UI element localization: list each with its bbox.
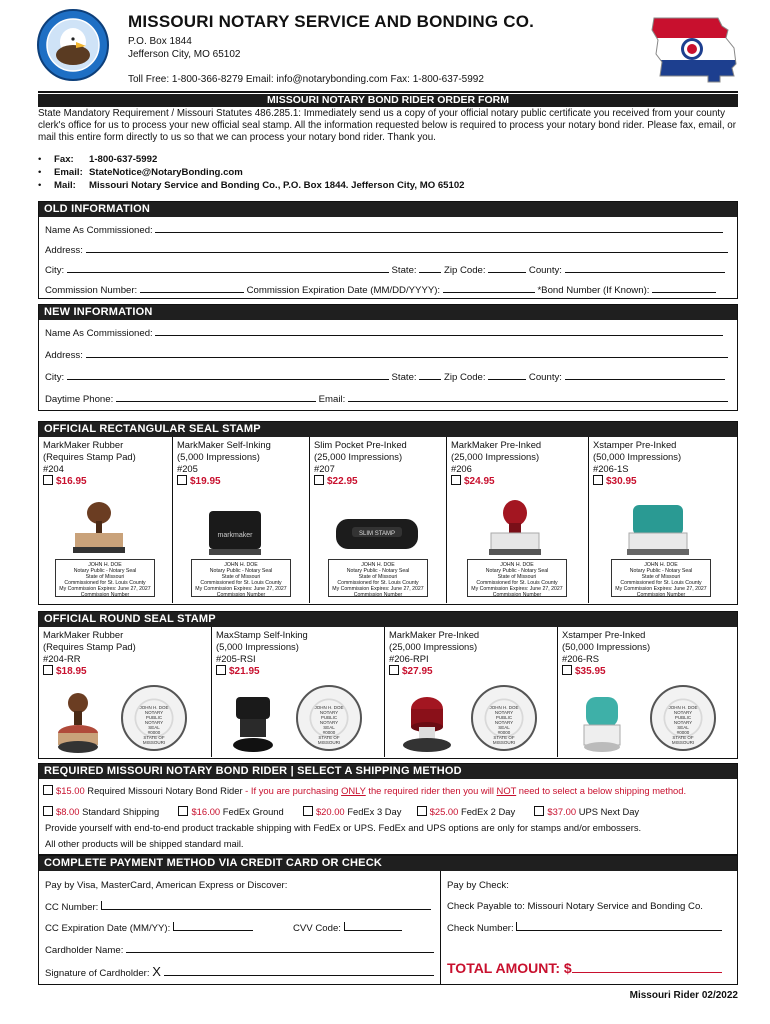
old-info-section — [38, 201, 738, 299]
shipping-title: REQUIRED MISSOURI NOTARY BOND RIDER | SELECT A SHIPPING METHOD — [39, 764, 737, 779]
round-product: Xstamper Pre-Inked (50,000 Impressions) #206-RS $35.95 JOHN H. DOE NOTARY PUBLIC NOTARY SEAL #0000 STATE OF MISSOURI — [558, 627, 736, 757]
old-comm-exp-label: Commission Expiration Date (MM/DD/YYYY): — [246, 285, 441, 296]
signature-x: X — [152, 964, 161, 979]
missouri-flag-map — [648, 14, 740, 84]
check-title: Pay by Check: — [447, 880, 509, 891]
rect-product: MarkMaker Pre-Inked (25,000 Impressions) #206 $24.95 JOHN H. DOE Notary Public - Notary Seal State of Missouri Commissioned for St. Louis County My Commission Expires: June 27, 2027 Commission Number — [447, 437, 589, 603]
old-comm-number-field[interactable] — [140, 284, 244, 293]
product-checkbox[interactable] — [451, 475, 461, 485]
check-number-label: Check Number: — [447, 923, 514, 934]
rect-seal-section — [38, 421, 738, 605]
rider-checkbox[interactable] — [43, 785, 53, 795]
new-city-label: City: — [45, 372, 65, 383]
total-amount-label: TOTAL AMOUNT: $ — [447, 960, 572, 976]
round-rubber-stamp-image — [53, 691, 103, 755]
self-inking-stamp-image — [205, 507, 265, 557]
new-city-field[interactable] — [67, 371, 389, 380]
product-checkbox[interactable] — [43, 475, 53, 485]
new-name-field[interactable] — [155, 327, 723, 336]
old-county-label: County: — [528, 265, 562, 276]
form-title: MISSOURI NOTARY BOND RIDER ORDER FORM — [38, 94, 738, 107]
round-seal-imprint: JOHN H. DOE NOTARY PUBLIC NOTARY SEAL #0000 STATE OF MISSOURI — [296, 685, 362, 751]
shipping-note-2: All other products will be shipped standard mail. — [45, 838, 244, 849]
old-county-field[interactable] — [565, 264, 725, 273]
product-checkbox[interactable] — [593, 475, 603, 485]
card-title: Pay by Visa, MasterCard, American Express or Discover: — [45, 880, 288, 891]
new-state-field[interactable] — [419, 371, 441, 380]
cc-exp-label: CC Expiration Date (MM/YY): — [45, 923, 171, 934]
stamp-imprint-sample: JOHN H. DOE Notary Public - Notary Seal State of Missouri Commissioned for St. Louis County My Commission Expires: June 27, 2027 Commission Number — [611, 559, 711, 597]
header-rule — [38, 91, 738, 93]
cc-number-field[interactable] — [101, 901, 431, 910]
cvv-field[interactable] — [344, 922, 402, 931]
new-name-label: Name As Commissioned: — [45, 328, 153, 339]
product-checkbox[interactable] — [562, 665, 572, 675]
xstamper-image — [623, 501, 693, 559]
check-number-field[interactable] — [516, 922, 722, 931]
old-city-label: City: — [45, 265, 65, 276]
shipping-option[interactable]: $20.00 FedEx 3 Day — [303, 806, 402, 817]
new-email-field[interactable] — [348, 393, 728, 402]
company-seal-logo — [36, 8, 110, 82]
company-address-line1: P.O. Box 1844 — [128, 36, 192, 47]
shipping-options — [43, 806, 639, 817]
rect-product: MarkMaker Self-Inking (5,000 Impressions) #205 $19.95 markmaker JOHN H. DOE Notary Public - Notary Seal State of Missouri Commissioned for St. Louis County My Commission Expires: June 27, 2027 Commission Number — [173, 437, 310, 603]
payment-divider — [440, 871, 441, 984]
product-checkbox[interactable] — [314, 475, 324, 485]
shipping-section — [38, 763, 738, 855]
cc-number-label: CC Number: — [45, 902, 99, 913]
cvv-label: CVV Code: — [292, 923, 341, 934]
new-info-title: NEW INFORMATION — [39, 305, 737, 320]
old-city-field[interactable] — [67, 264, 389, 273]
new-email-label: Email: — [318, 394, 346, 405]
pre-inked-stamp-image — [483, 497, 547, 559]
product-checkbox[interactable] — [177, 475, 187, 485]
round-pre-inked-image — [399, 695, 455, 755]
rider-line: $15.00 Required Missouri Notary Bond Rider - If you are purchasing ONLY the required rider then you will NOT need to select a below shipping method. — [43, 785, 686, 796]
payment-title: COMPLETE PAYMENT METHOD VIA CREDIT CARD OR CHECK — [39, 856, 737, 871]
new-county-field[interactable] — [565, 371, 725, 380]
round-seal-section — [38, 611, 738, 759]
product-checkbox[interactable] — [43, 665, 53, 675]
shipping-option[interactable]: $25.00 FedEx 2 Day — [417, 806, 516, 817]
list-item: • Email: StateNotice@NotaryBonding.com — [38, 167, 243, 178]
old-bond-number-label: *Bond Number (If Known): — [537, 285, 650, 296]
svg-text:markmaker: markmaker — [217, 532, 253, 539]
round-product: MarkMaker Rubber (Requires Stamp Pad) #204-RR $18.95 JOHN H. DOE NOTARY PUBLIC NOTARY SEAL #0000 STATE OF MISSOURI — [39, 627, 212, 757]
round-xstamper-image — [580, 693, 624, 755]
old-zip-label: Zip Code: — [443, 265, 486, 276]
old-state-label: State: — [391, 265, 417, 276]
rect-product: MarkMaker Rubber (Requires Stamp Pad) #204 $16.95 JOHN H. DOE Notary Public - Notary Seal State of Missouri Commissioned for St. Louis County My Commission Expires: June 27, 2027 Commission Number — [39, 437, 173, 603]
product-checkbox[interactable] — [389, 665, 399, 675]
rect-seal-title: OFFICIAL RECTANGULAR SEAL STAMP — [39, 422, 737, 437]
new-phone-label: Daytime Phone: — [45, 394, 114, 405]
maxstamp-image — [230, 693, 276, 755]
shipping-note-1: Provide yourself with end-to-end product trackable shipping with FedEx or UPS. FedEx and UPS options are only for stamps and/or embossers. — [45, 822, 642, 833]
old-comm-exp-field[interactable] — [443, 284, 535, 293]
old-bond-number-field[interactable] — [652, 284, 716, 293]
old-address-label: Address: — [45, 245, 83, 256]
round-product: MaxStamp Self-Inking (5,000 Impressions) #205-RSI $21.95 JOHN H. DOE NOTARY PUBLIC NOTARY SEAL #0000 STATE OF MISSOURI — [212, 627, 385, 757]
form-version: Missouri Rider 02/2022 — [629, 990, 738, 1001]
stamp-imprint-sample: JOHN H. DOE Notary Public - Notary Seal State of Missouri Commissioned for St. Louis County My Commission Expires: June 27, 2027 Commission Number — [55, 559, 155, 597]
signature-field[interactable] — [164, 967, 434, 976]
new-state-label: State: — [391, 372, 417, 383]
old-address-field[interactable] — [86, 244, 728, 253]
company-contact: Toll Free: 1-800-366-8279 Email: info@notarybonding.com Fax: 1-800-637-5992 — [128, 74, 484, 85]
new-phone-field[interactable] — [116, 393, 316, 402]
product-checkbox[interactable] — [216, 665, 226, 675]
new-zip-field[interactable] — [488, 371, 526, 380]
stamp-imprint-sample: JOHN H. DOE Notary Public - Notary Seal State of Missouri Commissioned for St. Louis County My Commission Expires: June 27, 2027 Commission Number — [467, 559, 567, 597]
old-info-title: OLD INFORMATION — [39, 202, 737, 217]
stamp-imprint-sample: JOHN H. DOE Notary Public - Notary Seal State of Missouri Commissioned for St. Louis County My Commission Expires: June 27, 2027 Commission Number — [328, 559, 428, 597]
cardholder-label: Cardholder Name: — [45, 945, 124, 956]
shipping-option[interactable]: $37.00 UPS Next Day — [534, 806, 639, 817]
round-seal-imprint: JOHN H. DOE NOTARY PUBLIC NOTARY SEAL #0000 STATE OF MISSOURI — [471, 685, 537, 751]
shipping-option[interactable]: $16.00 FedEx Ground — [178, 806, 283, 817]
new-zip-label: Zip Code: — [443, 372, 486, 383]
company-address-line2: Jefferson City, MO 65102 — [128, 49, 241, 60]
rect-product: Xstamper Pre-Inked (50,000 Impressions) #206-1S $30.95 JOHN H. DOE Notary Public - Notary Seal State of Missouri Commissioned for St. Louis County My Commission Expires: June 27, 2027 Commission Number — [589, 437, 736, 603]
old-zip-field[interactable] — [488, 264, 526, 273]
new-county-label: County: — [528, 372, 562, 383]
new-address-label: Address: — [45, 350, 83, 361]
old-name-label: Name As Commissioned: — [45, 225, 153, 236]
stamp-imprint-sample: JOHN H. DOE Notary Public - Notary Seal State of Missouri Commissioned for St. Louis County My Commission Expires: June 27, 2027 Commission Number — [191, 559, 291, 597]
old-comm-number-label: Commission Number: — [45, 285, 138, 296]
check-payable: Check Payable to: Missouri Notary Service and Bonding Co. — [447, 901, 703, 912]
round-seal-title: OFFICIAL ROUND SEAL STAMP — [39, 612, 737, 627]
round-seal-imprint: JOHN H. DOE NOTARY PUBLIC NOTARY SEAL #0000 STATE OF MISSOURI — [650, 685, 716, 751]
cardholder-field[interactable] — [126, 944, 434, 953]
company-name: MISSOURI NOTARY SERVICE AND BONDING CO. — [128, 12, 535, 31]
list-item: • Fax: 1-800-637-5992 — [38, 154, 158, 165]
signature-label: Signature of Cardholder: — [45, 968, 150, 979]
slim-pocket-stamp-image — [332, 513, 422, 555]
round-product: MarkMaker Pre-Inked (25,000 Impressions) #206-RPI $27.95 JOHN H. DOE NOTARY PUBLIC NOTARY SEAL #0000 STATE OF MISSOURI — [385, 627, 558, 757]
old-name-field[interactable] — [155, 224, 723, 233]
shipping-option[interactable]: $8.00 Standard Shipping — [43, 806, 159, 817]
rect-product: Slim Pocket Pre-Inked (25,000 Impressions) #207 $22.95 SLIM STAMP JOHN H. DOE Notary Public - Notary Seal State of Missouri Commissioned for St. Louis County My Commission Expires: June 27, 2027 Commission Number — [310, 437, 447, 603]
new-address-field[interactable] — [86, 349, 728, 358]
new-info-section — [38, 304, 738, 411]
intro-text: State Mandatory Requirement / Missouri Statutes 486.285.1: Immediately send us a copy of your official notary public certificate you received from your county clerk's office for us to process your new official seal stamp. All the information requested below is required to process your notary bond rider. Please fax, email, or mail this entire form directly to us so that we can process your notary bond rider. Thank you. — [38, 108, 736, 144]
total-amount-field[interactable] — [572, 961, 722, 973]
svg-text:SLIM STAMP: SLIM STAMP — [359, 531, 395, 537]
old-state-field[interactable] — [419, 264, 441, 273]
rubber-stamp-image — [69, 499, 129, 559]
list-item: • Mail: Missouri Notary Service and Bonding Co., P.O. Box 1844. Jefferson City, MO 65102 — [38, 180, 465, 191]
round-seal-imprint: JOHN H. DOE NOTARY PUBLIC NOTARY SEAL #0000 STATE OF MISSOURI — [121, 685, 187, 751]
cc-exp-field[interactable] — [173, 922, 253, 931]
submission-methods — [38, 153, 465, 192]
payment-section — [38, 855, 738, 985]
